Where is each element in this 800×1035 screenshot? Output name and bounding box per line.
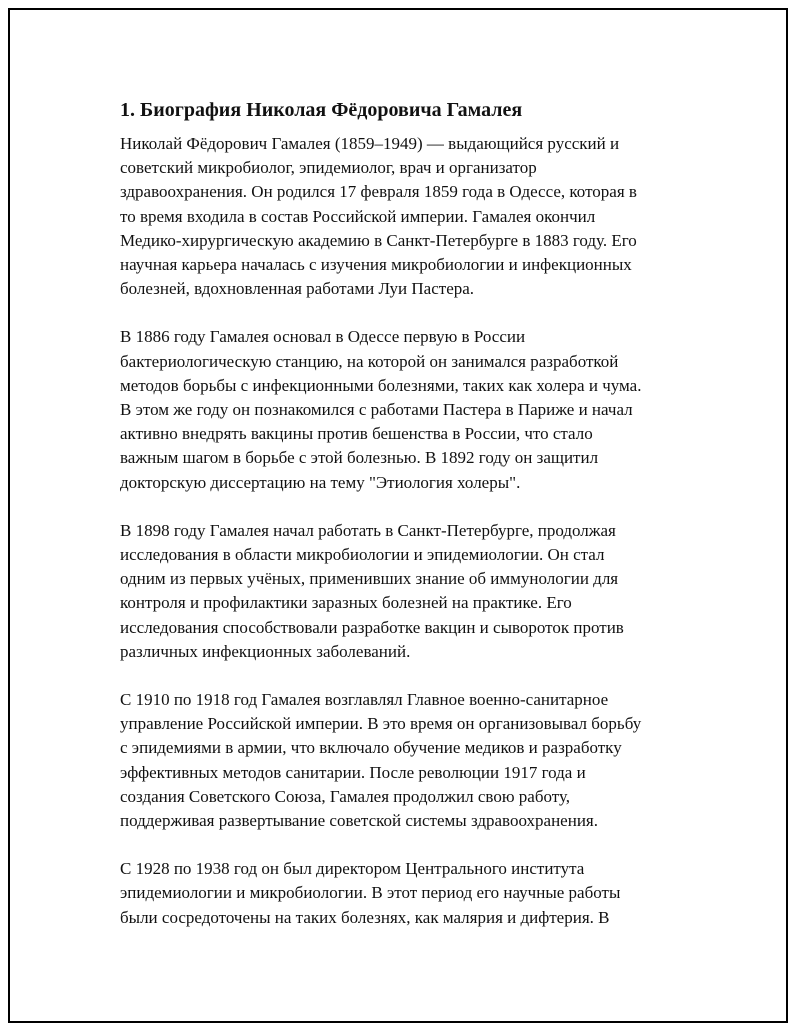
text-line: В 1898 году Гамалея начал работать в Санкт-Петербурге, продолжая [120,520,616,540]
text-line: контроля и профилактики заразных болезней на практике. Его [120,593,572,613]
text-line: исследования в области микробиологии и эпидемиологии. Он стал [120,545,605,565]
text-line: Медико-хирургическую академию в Санкт-Петербурге в 1883 году. Его [120,230,637,250]
text-line: бактериологическую станцию, на которой он занимался разработкой [120,351,619,371]
text-line: были сосредоточены на таких болезнях, как малярия и дифтерия. В [120,907,610,927]
text-line: докторскую диссертацию на тему "Этиология холеры". [120,472,521,492]
paragraph-4 [120,688,672,833]
text-line: эффективных методов санитарии. После революции 1917 года и [120,762,586,782]
text-line: С 1928 по 1938 год он был директором Центрального института [120,859,585,879]
text-line: эпидемиологии и микробиологии. В этот период его научные работы [120,883,621,903]
text-line: исследования способствовали разработке вакцин и сывороток против [120,617,624,637]
paragraph-1 [120,132,672,301]
text-line: с эпидемиями в армии, что включало обучение медиков и разработку [120,738,622,758]
text-line: советский микробиолог, эпидемиолог, врач и организатор [120,158,537,178]
text-line: методов борьбы с инфекционными болезнями, таких как холера и чума. [120,375,642,395]
text-line: В этом же году он познакомился с работами Пастера в Париже и начал [120,400,633,420]
text-line: управление Российской империи. В это время он организовывал борьбу [120,714,642,734]
text-line: одним из первых учёных, применивших знание об иммунологии для [120,569,619,589]
text-line: различных инфекционных заболеваний. [120,641,411,661]
text-line: важным шагом в борьбе с этой болезнью. В 1892 году он защитил [120,448,599,468]
text-line: активно внедрять вакцины против бешенства в России, что стало [120,424,593,444]
text-line: В 1886 году Гамалея основал в Одессе первую в России [120,327,526,347]
paragraph-2 [120,325,672,494]
text-line: то время входила в состав Российской империи. Гамалея окончил [120,206,596,226]
paragraph-5 [120,857,672,930]
text-line: создания Советского Союза, Гамалея продолжил свою работу, [120,786,571,806]
section-heading: 1. Биография Николая Фёдоровича Гамалея [120,99,523,121]
text-line: Николай Фёдорович Гамалея (1859–1949) — выдающийся русский и [120,134,620,153]
paragraph-3 [120,519,672,664]
text-line: научная карьера началась с изучения микробиологии и инфекционных [120,255,632,275]
text-line: здравоохранения. Он родился 17 февраля 1859 года в Одессе, которая в [120,182,637,202]
page-frame [8,8,788,1023]
text-line: болезней, вдохновленная работами Луи Пастера. [120,279,475,299]
document-body [120,96,672,954]
text-line: поддерживая развертывание советской системы здравоохранения. [120,811,598,831]
text-line: С 1910 по 1918 год Гамалея возглавлял Главное военно-санитарное [120,690,609,710]
